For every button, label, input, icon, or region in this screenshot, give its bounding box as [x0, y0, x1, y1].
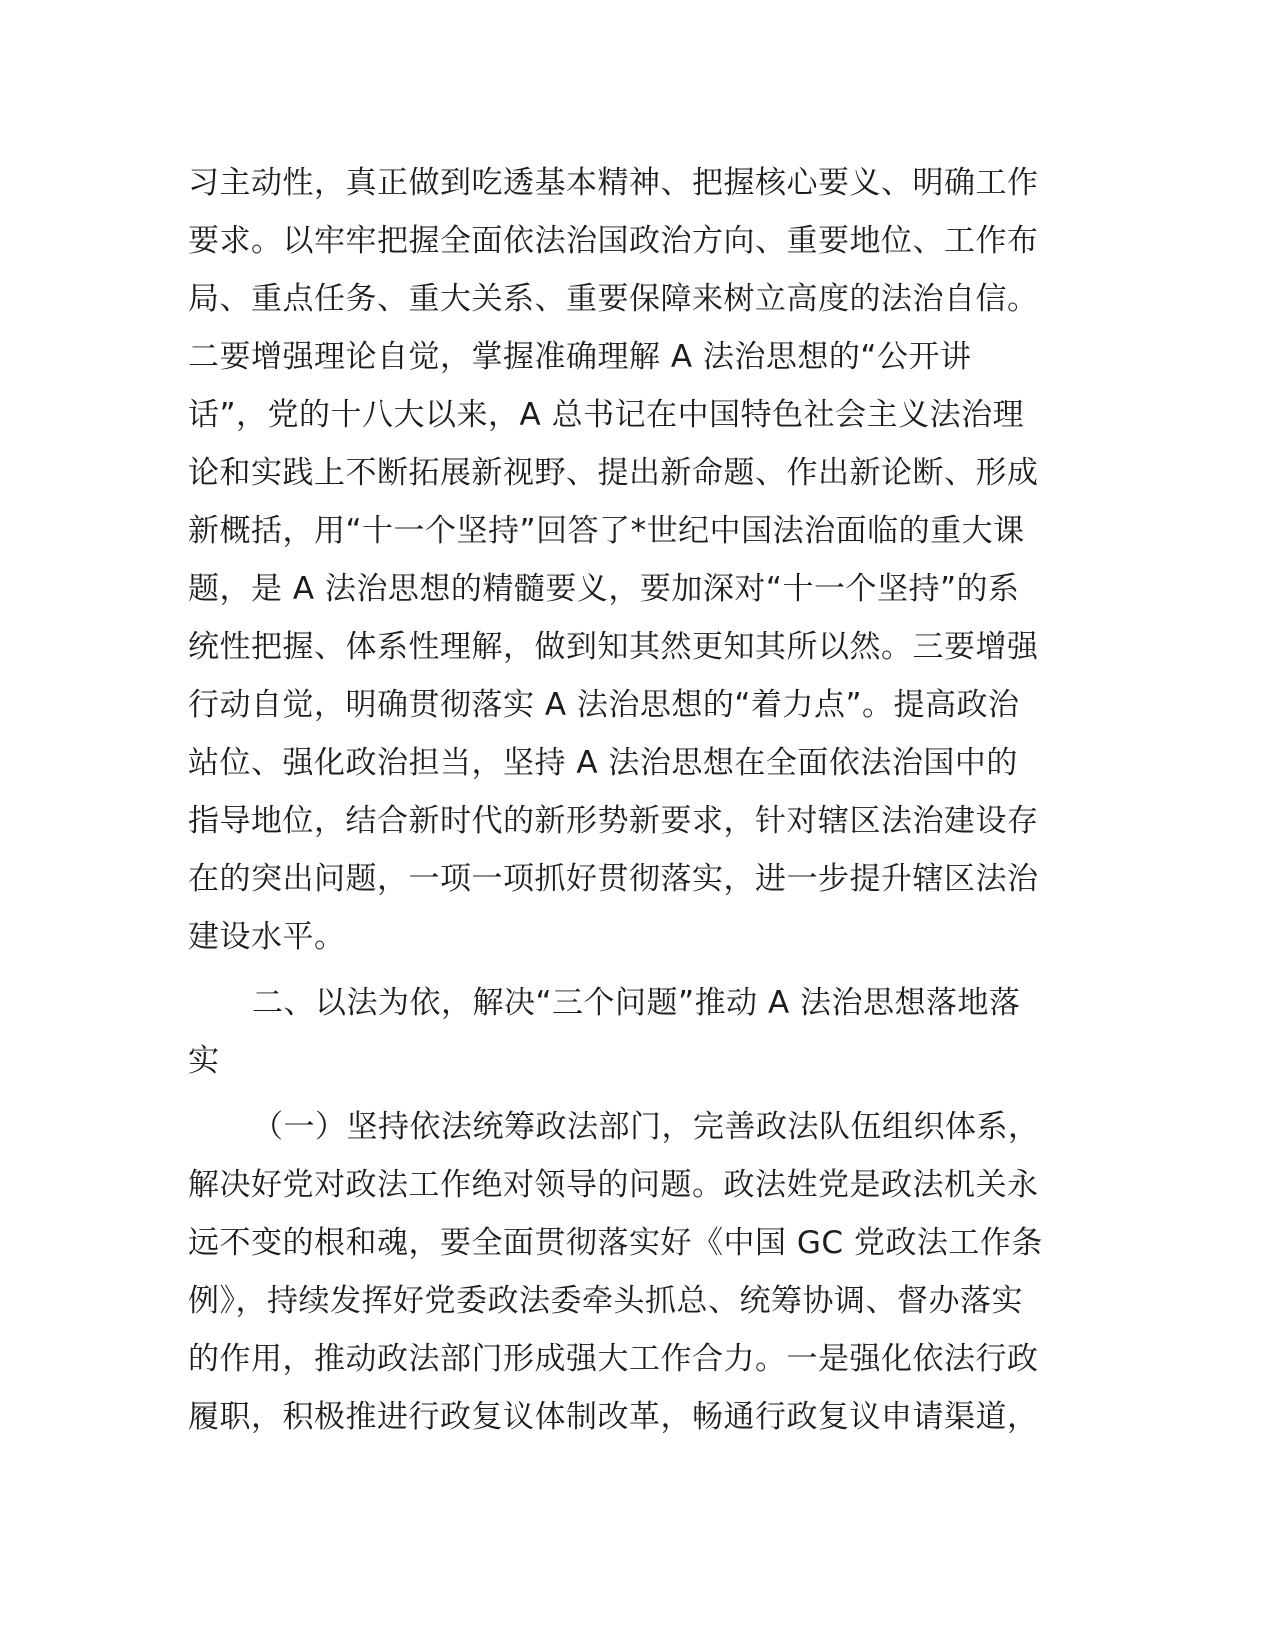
paragraph-continuation	[188, 154, 1088, 966]
text-line: 站位、强化政治担当，坚持 A 法治思想在全面依法治国中的	[188, 745, 1018, 781]
text-line: 习主动性，真正做到吃透基本精神、把握核心要义、明确工作	[188, 165, 1039, 201]
document-body	[188, 154, 1088, 1446]
text-line: 话”，党的十八大以来，A 总书记在中国特色社会主义法治理	[188, 397, 1025, 433]
text-line: 论和实践上不断拓展新视野、提出新命题、作出新论断、形成	[188, 455, 1039, 491]
text-line: 例》，持续发挥好党委政法委牵头抓总、统筹协调、督办落实	[188, 1283, 1023, 1319]
text-line: 的作用，推动政法部门形成强大工作合力。一是强化依法行政	[188, 1341, 1039, 1377]
paragraph-subsection	[188, 1098, 1088, 1446]
text-line: 要求。以牢牢把握全面依法治国政治方向、重要地位、工作布	[188, 223, 1039, 259]
text-line: 履职，积极推进行政复议体制改革，畅通行政复议申请渠道，	[188, 1399, 1039, 1435]
heading-line: 实	[188, 1043, 220, 1079]
text-line: 建设水平。	[188, 919, 346, 955]
text-line: 在的突出问题，一项一项抓好贯彻落实，进一步提升辖区法治	[188, 861, 1039, 897]
text-line: （一）坚持依法统筹政法部门，完善政法队伍组织体系，	[252, 1109, 1040, 1145]
text-line: 解决好党对政法工作绝对领导的问题。政法姓党是政法机关永	[188, 1167, 1039, 1203]
heading-line: 二、以法为依，解决“三个问题”推动 A 法治思想落地落	[252, 985, 1021, 1021]
text-line: 行动自觉，明确贯彻落实 A 法治思想的“着力点”。提高政治	[188, 687, 1020, 723]
text-line: 局、重点任务、重大关系、重要保障来树立高度的法治自信。	[188, 281, 1039, 317]
text-line: 二要增强理论自觉，掌握准确理解 A 法治思想的“公开讲	[188, 339, 972, 375]
text-line: 统性把握、体系性理解，做到知其然更知其所以然。三要增强	[188, 629, 1039, 665]
text-line: 新概括，用“十一个坚持”回答了*世纪中国法治面临的重大课	[188, 513, 1025, 549]
section-heading	[188, 974, 1088, 1090]
text-line: 题，是 A 法治思想的精髓要义，要加深对“十一个坚持”的系	[188, 571, 1020, 607]
text-line: 远不变的根和魂，要全面贯彻落实好《中国 GC 党政法工作条	[188, 1225, 1043, 1261]
text-line: 指导地位，结合新时代的新形势新要求，针对辖区法治建设存	[188, 803, 1039, 839]
